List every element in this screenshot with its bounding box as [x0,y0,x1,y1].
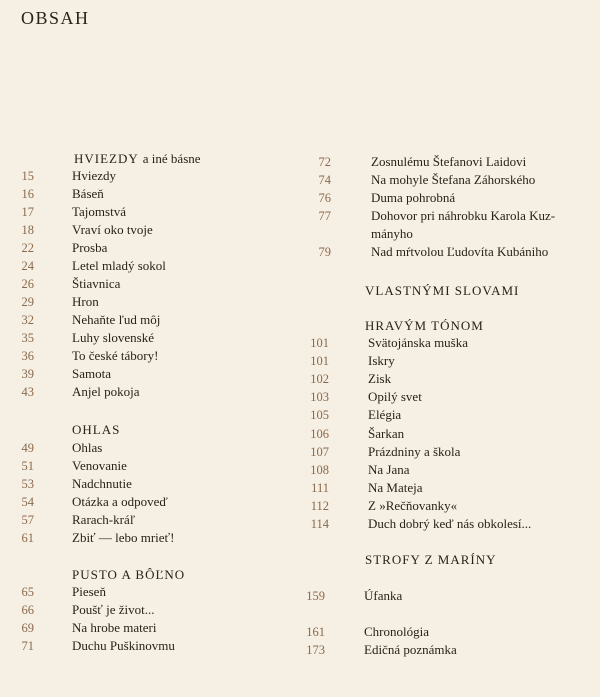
toc-entry-title: Nadchnutie [72,476,132,491]
toc-page-number: 111 [311,480,329,495]
toc-entry-title: Pieseň [72,584,106,599]
toc-page-number: 107 [310,444,329,459]
section-heading-main: HRAVÝM TÓNOM [365,318,484,333]
toc-page-number: 161 [306,625,325,639]
toc-entry-title: Z »Rečňovanky« [368,497,458,513]
toc-page-number: 77 [318,209,331,223]
toc-entry-title: Báseň [72,186,104,201]
toc-entry-title: Iskry [368,353,395,369]
toc-page-number: 61 [21,531,34,545]
toc-page-number: 65 [21,585,34,599]
toc-entry-title: Vraví oko tvoje [72,222,153,237]
toc-entry-title: Anjel pokoja [72,384,140,399]
toc-page-number: 108 [310,462,329,477]
toc-entry-title: To české tábory! [72,348,159,363]
toc-page-number: 57 [21,513,34,527]
toc-page-number: 103 [310,390,329,405]
toc-page-number: 39 [21,367,34,381]
toc-entry-title: Duchu Puškinovmu [72,638,175,653]
toc-entry-title: Zisk [368,371,392,387]
toc-entry-title: Na mohyle Štefana Záhorského [371,172,536,187]
toc-entry-title: Chronológia [364,624,429,639]
toc-page-number: 112 [310,498,329,513]
toc-page-number: 22 [21,241,34,255]
toc-page-number: 159 [306,589,325,603]
toc-entry-title: Opilý svet [368,389,422,405]
toc-entry-title: Duma pohrobná [371,190,456,205]
toc-page-number: 101 [310,336,329,350]
toc-entry-title: Šarkan [368,425,405,441]
toc-page-number: 71 [21,639,34,653]
toc-page-number: 29 [21,295,34,309]
toc-page-number: 76 [318,191,331,205]
toc-entry-title: Tajomstvá [72,204,126,219]
toc-entry-title: Hron [72,294,99,309]
toc-entry-title: Otázka a odpoveď [72,494,168,509]
toc-entry-title: Letel mladý sokol [72,258,166,273]
toc-page-number: 17 [21,205,34,219]
section-heading-main: VLASTNÝMI SLOVAMI [365,283,520,298]
toc-page-number: 24 [21,259,34,273]
toc-entry-title: Svätojánska muška [368,335,469,350]
toc-entry-title: Zbiť — lebo mrieť! [72,530,175,545]
toc-page-number: 49 [21,441,34,455]
toc-page-number: 43 [21,385,34,399]
toc-page-number: 53 [21,477,34,491]
toc-entry-title: Na Mateja [368,479,423,495]
toc-page-number: 54 [21,495,34,509]
toc-page-number: 36 [21,349,34,363]
section-heading-hviezdy [74,150,201,168]
toc-entry-title: Rarach-kráľ [72,512,136,527]
toc-entry-title-continued: mányho [371,226,413,241]
toc-entry-title: Samota [72,366,111,381]
toc-entry-title: Zosnulému Štefanovi Laidovi [371,154,527,169]
toc-page-number: 102 [310,372,329,387]
toc-page-number: 69 [21,621,34,635]
toc-entry-title: Nehaňte ľud môj [72,312,161,327]
toc-entry-title: Prázdniny a škola [368,443,461,459]
toc-page-number: 66 [21,603,34,617]
toc-entry-title: Na hrobe materi [72,620,157,635]
toc-page-number: 51 [21,459,34,473]
toc-page-number: 32 [21,313,34,327]
toc-page-number: 106 [310,426,329,441]
section-heading-hravym [365,317,484,335]
page-title: OBSAH [21,8,90,28]
toc-entry-title: Nad mŕtvolou Ľudovíta Kubániho [371,244,549,259]
section-heading-main: PUSTO A BÔĽNO [72,567,186,582]
toc-entry-title: Na Jana [368,461,410,477]
section-heading-main: HVIEZDY [74,151,139,166]
toc-page-number: 101 [310,354,329,369]
toc-page-number: 114 [310,517,329,531]
section-heading-rest: a iné básne [142,151,201,166]
toc-entry-title: Ohlas [72,440,103,455]
toc-entry-title: Hviezdy [72,168,117,183]
toc-page-number: 72 [318,155,331,169]
toc-page-number: 15 [21,169,34,183]
toc-page-number: 18 [21,223,34,237]
section-heading-main: STROFY Z MARÍNY [365,552,497,567]
toc-entry-title: Elégia [368,407,402,423]
toc-entry-title: Prosba [72,240,108,255]
toc-page-number: 35 [21,331,34,345]
section-heading-strofy [365,551,497,569]
toc-page-number: 26 [21,277,34,291]
toc-entry-title: Dohovor pri náhrobku Karola Kuz- [371,208,556,223]
toc-page-number: 79 [318,245,331,259]
toc-page-number: 105 [310,408,329,423]
section-heading-main: OHLAS [72,422,121,437]
section-heading-vlastnymi [365,282,519,300]
toc-entry-title: Edičná poznámka [364,642,457,657]
toc-page-number: 16 [21,187,34,201]
toc-entry-title: Štiavnica [72,276,121,291]
toc-entry-title: Úfanka [364,588,403,603]
toc-entry-title: Duch dobrý keď nás obkolesí... [368,516,532,531]
section-heading-ohlas [72,421,120,439]
toc-page-number: 173 [306,643,325,657]
toc-entry-title: Poušť je život... [72,602,155,617]
section-heading-pusto [72,566,185,584]
toc-page-number: 74 [318,173,331,187]
toc-entry-title: Luhy slovenské [72,330,154,345]
toc-entry-title: Venovanie [72,458,127,473]
